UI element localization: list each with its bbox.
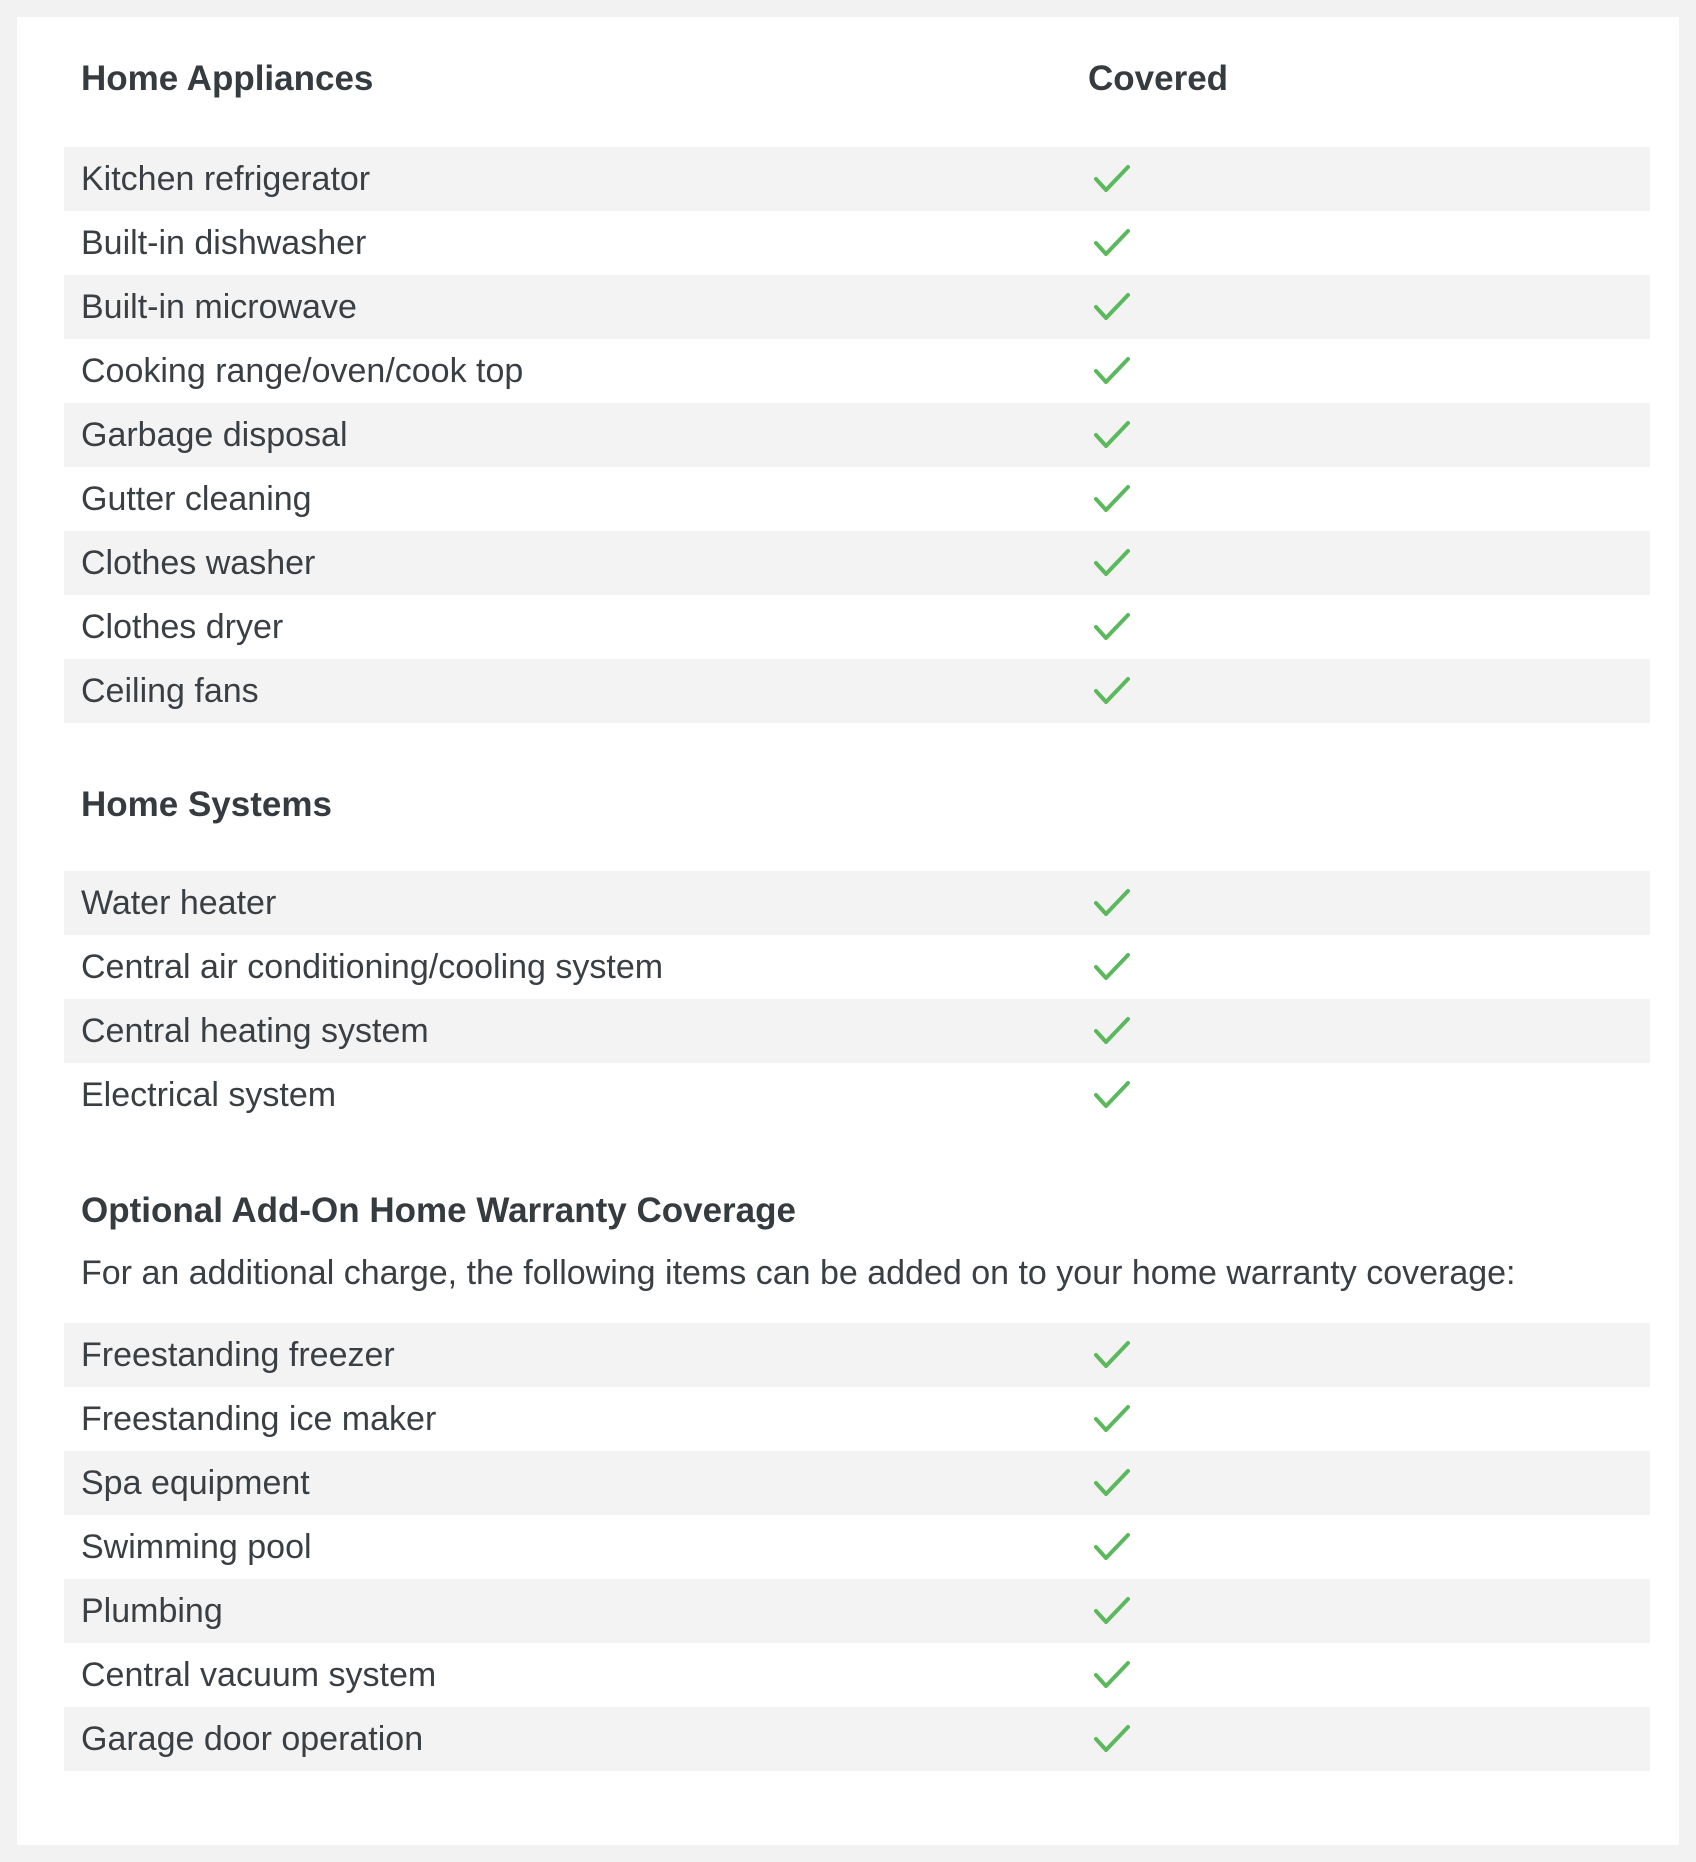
section-title-appliances: Home Appliances (81, 59, 374, 98)
addons-header (64, 1127, 1650, 1233)
section-title-systems: Home Systems (81, 785, 332, 824)
row-label: Electrical system (81, 1076, 337, 1114)
checkmark-icon (1092, 1721, 1132, 1757)
row-label: Garage door operation (81, 1720, 424, 1758)
table-row (64, 871, 1650, 935)
row-label: Built-in dishwasher (81, 224, 367, 262)
table-row (64, 1387, 1650, 1451)
row-label: Freestanding freezer (81, 1336, 395, 1374)
row-label: Central heating system (81, 1012, 429, 1050)
row-label: Built-in microwave (81, 288, 357, 326)
row-label: Gutter cleaning (81, 480, 312, 518)
checkmark-icon (1092, 225, 1132, 261)
row-label: Ceiling fans (81, 672, 259, 710)
checkmark-icon (1092, 161, 1132, 197)
row-label: Cooking range/oven/cook top (81, 352, 524, 390)
checkmark-icon (1092, 1077, 1132, 1113)
table-header (64, 17, 1650, 147)
table-row (64, 211, 1650, 275)
checkmark-icon (1092, 417, 1132, 453)
table-row (64, 403, 1650, 467)
table-row (64, 1515, 1650, 1579)
table-row (64, 1063, 1650, 1127)
checkmark-icon (1092, 353, 1132, 389)
table-row (64, 1707, 1650, 1771)
coverage-card (17, 17, 1679, 1845)
checkmark-icon (1092, 1529, 1132, 1565)
row-label: Water heater (81, 884, 277, 922)
checkmark-icon (1092, 949, 1132, 985)
table-row (64, 275, 1650, 339)
row-label: Central vacuum system (81, 1656, 437, 1694)
addons-list (64, 1323, 1650, 1771)
checkmark-icon (1092, 289, 1132, 325)
row-label: Central air conditioning/cooling system (81, 948, 664, 986)
covered-column-header: Covered (1088, 59, 1229, 98)
section-title-addons: Optional Add-On Home Warranty Coverage (81, 1191, 796, 1230)
table-row (64, 1451, 1650, 1515)
table-row (64, 595, 1650, 659)
checkmark-icon (1092, 673, 1132, 709)
systems-header (64, 723, 1650, 871)
row-label: Clothes washer (81, 544, 316, 582)
table-row (64, 1323, 1650, 1387)
table-row (64, 659, 1650, 723)
table-row (64, 935, 1650, 999)
systems-list (64, 871, 1650, 1127)
table-row (64, 999, 1650, 1063)
table-row (64, 467, 1650, 531)
table-row (64, 147, 1650, 211)
row-label: Clothes dryer (81, 608, 284, 646)
checkmark-icon (1092, 545, 1132, 581)
table-row (64, 1643, 1650, 1707)
row-label: Garbage disposal (81, 416, 348, 454)
table-row (64, 531, 1650, 595)
checkmark-icon (1092, 1465, 1132, 1501)
checkmark-icon (1092, 1013, 1132, 1049)
checkmark-icon (1092, 609, 1132, 645)
coverage-content (64, 17, 1650, 1771)
checkmark-icon (1092, 1337, 1132, 1373)
addons-intro-text: For an additional charge, the following items can be added on to your home warranty coverage: (81, 1254, 1516, 1292)
addons-intro (64, 1233, 1650, 1323)
table-row (64, 339, 1650, 403)
checkmark-icon (1092, 885, 1132, 921)
row-label: Freestanding ice maker (81, 1400, 437, 1438)
row-label: Plumbing (81, 1592, 223, 1630)
row-label: Kitchen refrigerator (81, 160, 371, 198)
row-label: Spa equipment (81, 1464, 310, 1502)
checkmark-icon (1092, 1401, 1132, 1437)
row-label: Swimming pool (81, 1528, 312, 1566)
checkmark-icon (1092, 481, 1132, 517)
table-row (64, 1579, 1650, 1643)
checkmark-icon (1092, 1593, 1132, 1629)
appliances-list (64, 147, 1650, 723)
checkmark-icon (1092, 1657, 1132, 1693)
